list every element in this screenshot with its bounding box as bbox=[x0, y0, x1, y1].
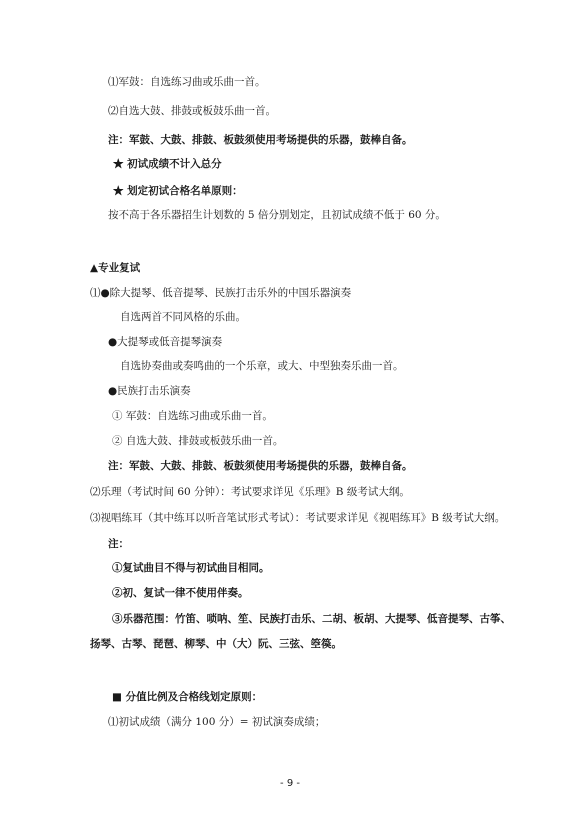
text-line: ●民族打击乐演奏 bbox=[108, 385, 191, 397]
star-heading: ★ 初试成绩不计入总分 bbox=[113, 158, 222, 170]
star-heading: ★ 划定初试合格名单原则： bbox=[113, 185, 243, 197]
text-line: ⑴初试成绩（满分 100 分）= 初试演奏成绩； bbox=[108, 716, 326, 728]
section-heading: ■ 分值比例及合格线划定原则： bbox=[112, 691, 263, 703]
note-line: 注：军鼓、大鼓、排鼓、板鼓须使用考场提供的乐器，鼓棒自备。 bbox=[108, 134, 413, 146]
note-label: 注： bbox=[108, 538, 129, 550]
text-line: ●大提琴或低音提琴演奏 bbox=[108, 336, 223, 348]
section-heading: ▲专业复试 bbox=[90, 262, 141, 274]
text-line: ⑵自选大鼓、排鼓或板鼓乐曲一首。 bbox=[108, 105, 276, 117]
text-line: ① 军鼓：自选练习曲或乐曲一首。 bbox=[112, 410, 273, 422]
text-line: ⑵乐理（考试时间 60 分钟）：考试要求详见《乐理》B 级考试大纲。 bbox=[90, 486, 410, 498]
page-number: - 9 - bbox=[280, 778, 300, 789]
note-item: ③乐器范围：竹笛、唢呐、笙、民族打击乐、二胡、板胡、大提琴、低音提琴、古筝、 bbox=[112, 613, 511, 625]
text-line: 自选两首不同风格的乐曲。 bbox=[120, 311, 246, 323]
note-item-continued: 扬琴、古琴、琵琶、柳琴、中（大）阮、三弦、箜篌。 bbox=[90, 638, 342, 650]
note-item: ②初、复试一律不使用伴奏。 bbox=[112, 587, 249, 599]
text-line: 按不高于各乐器招生计划数的 5 倍分别划定，且初试成绩不低于 60 分。 bbox=[108, 209, 446, 221]
text-line: ② 自选大鼓、排鼓或板鼓乐曲一首。 bbox=[112, 435, 284, 447]
note-item: ①复试曲目不得与初试曲目相同。 bbox=[112, 562, 270, 574]
note-line: 注：军鼓、大鼓、排鼓、板鼓须使用考场提供的乐器，鼓棒自备。 bbox=[108, 460, 413, 472]
text-line: ⑶视唱练耳（其中练耳以听音笔试形式考试）：考试要求详见《视唱练耳》B 级考试大纲。 bbox=[90, 512, 506, 524]
text-line: ⑴军鼓：自选练习曲或乐曲一首。 bbox=[108, 76, 266, 88]
text-line: 自选协奏曲或奏鸣曲的一个乐章，或大、中型独奏乐曲一首。 bbox=[120, 360, 404, 372]
text-line: ⑴●除大提琴、低音提琴、民族打击乐外的中国乐器演奏 bbox=[90, 287, 352, 299]
